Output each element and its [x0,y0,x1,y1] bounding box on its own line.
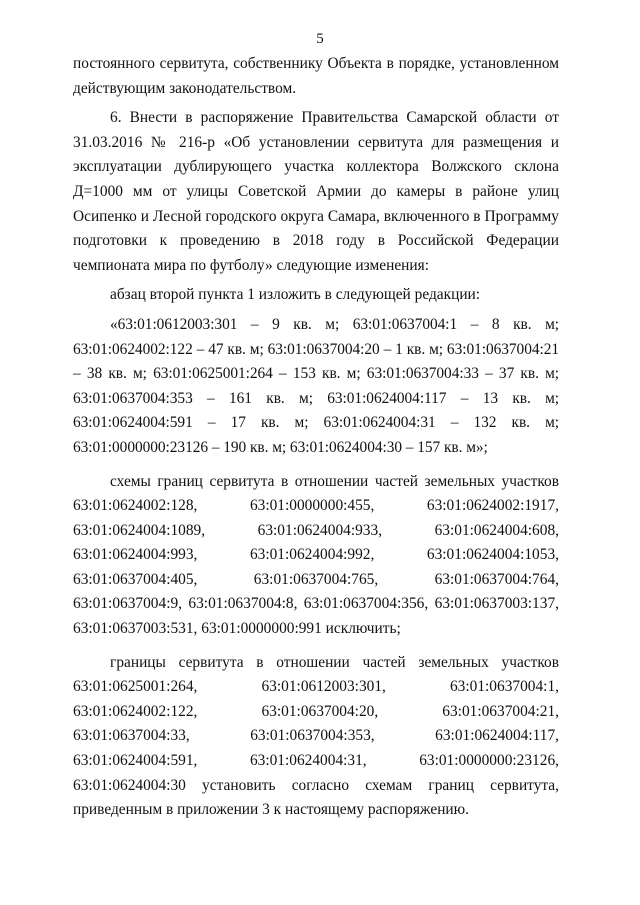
paragraph-exclude-schemes: схемы границ сервитута в отношении частей земельных участков 63:01:0624002:128, 63:01:0000000:455, 63:01:0624002:1917, 63:01:0624004:1089, 63:01:0624004:933, 63:01:0624004:608, 63:01:0624004:993, 63:01:0624004:992, 63:01:0624004:1053, 63:01:0637004:405, 63:01:0637004:765, 63:01:0637004:764, 63:01:0637004:9, 63:01:0637004:8, 63:01:0637004:356, 63:01:0637003:137, 63:01:0637003:531, 63:01:0000000:991 исключить; [73,472,559,638]
document-body [73,52,559,823]
paragraph-continuation: постоянного сервитута, собственнику Объекта в порядке, установленном действующим законодательством. [73,55,559,97]
paragraph-establish-boundaries: границы сервитута в отношении частей земельных участков 63:01:0625001:264, 63:01:0612003:301, 63:01:0637004:1, 63:01:0624002:122, 63:01:0637004:20, 63:01:0637004:21, 63:01:0637004:33, 63:01:0637004:353, 63:01:0624004:117, 63:01:0624004:591, 63:01:0624004:31, 63:01:0000000:23126, 63:01:0624004:30 установить согласно схемам границ сервитута, приведенным в приложении 3 к настоящему распоряжению. [73,653,559,819]
paragraph-amendment-text: «63:01:0612003:301 – 9 кв. м; 63:01:0637004:1 – 8 кв. м; 63:01:0624002:122 – 47 кв. м; 63:01:0637004:20 – 1 кв. м; 63:01:0637004:21 – 38 кв. м; 63:01:0625001:264 – 153 кв. м; 63:01:0637004:33 – 37 кв. м; 63:01:0637004:353 – 161 кв. м; 63:01:0624004:117 – 13 кв. м; 63:01:0624004:591 – 17 кв. м; 63:01:0624004:31 – 132 кв. м; 63:01:0000000:23126 – 190 кв. м; 63:01:0624004:30 – 157 кв. м»; [73,315,559,456]
page-number: 5 [316,31,324,47]
paragraph-item-6: 6. Внести в распоряжение Правительства Самарской области от 31.03.2016 № 216-р «Об установлении сервитута для размещения и эксплуатации дублирующего участка коллектора Волжского склона Д=1000 мм от улицы Советской Армии до камеры в районе улиц Осипенко и Лесной городского округа Самара, включенного в Программу подготовки к проведению в 2018 году в Российской Федерации чемпионата мира по футболу» следующие изменения: [73,109,559,274]
paragraph-amendment-intro: абзац второй пункта 1 изложить в следующей редакции: [110,286,481,304]
